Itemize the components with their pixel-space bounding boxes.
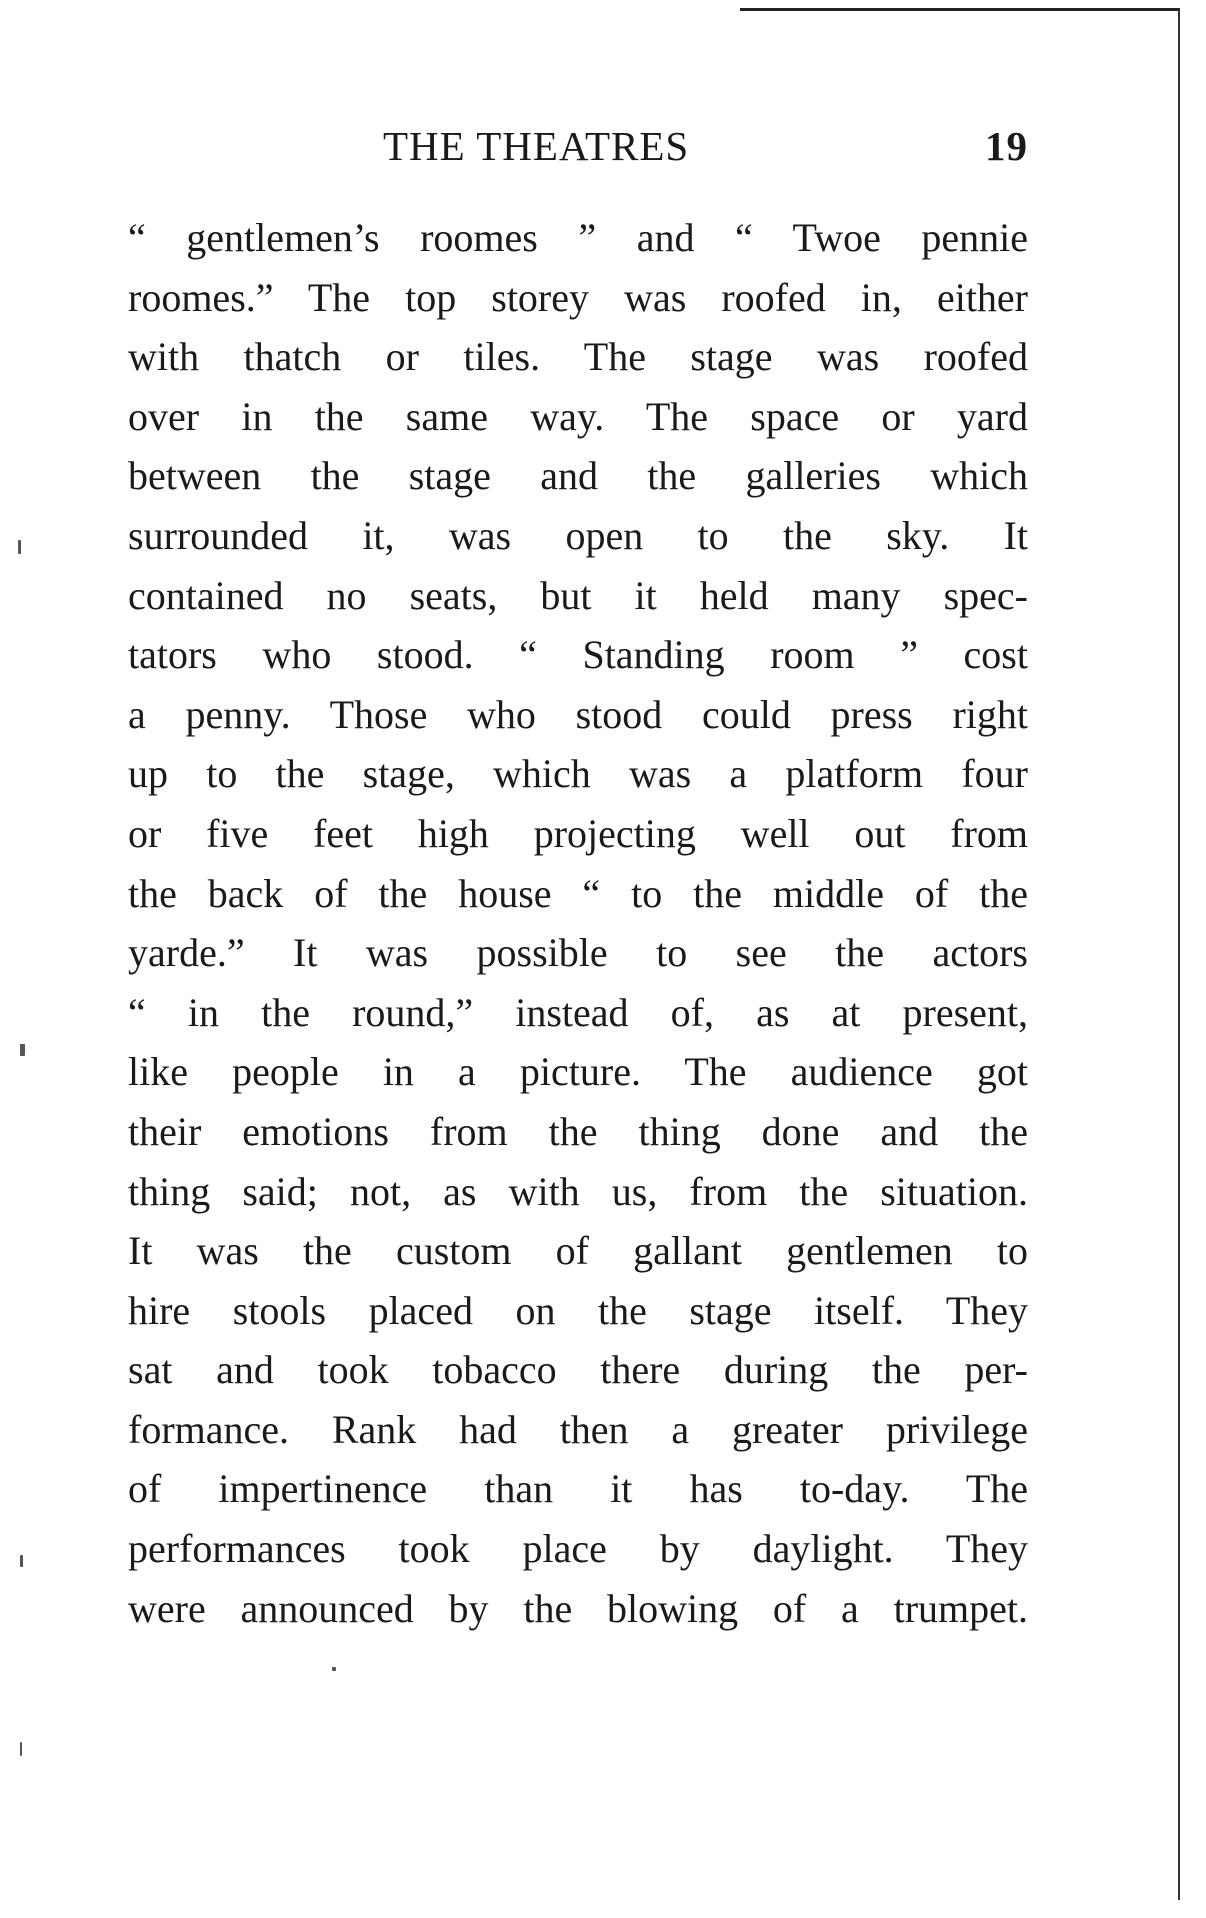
text-line: “ gentlemen’s roomes ” and “ Twoe pennie — [128, 215, 1028, 260]
text-line: yarde.” It was possible to see the actors — [128, 930, 1028, 976]
text-line: over in the same way. The space or yard — [128, 393, 1028, 439]
scan-speck — [20, 1044, 25, 1056]
text-line: hire stools placed on the stage itself. They — [128, 1287, 1028, 1333]
scan-edge-top — [740, 8, 1180, 11]
scan-speck — [18, 540, 21, 554]
text-line: like people in a picture. The audience got — [128, 1049, 1028, 1095]
text-line: the back of the house “ to the middle of the — [128, 870, 1028, 916]
text-line: thing said; not, as with us, from the situation. — [128, 1168, 1028, 1214]
scan-speck — [20, 1555, 23, 1567]
text-line: It was the custom of gallant gentlemen to — [128, 1228, 1028, 1274]
text-line: “ in the round,” instead of, as at present, — [128, 989, 1028, 1035]
text-line: up to the stage, which was a platform four — [128, 751, 1028, 797]
text-line: or five feet high projecting well out from — [128, 810, 1028, 856]
text-line: tators who stood. “ Standing room ” cost — [128, 632, 1028, 678]
scan-speck — [20, 1742, 22, 1756]
scan-speck — [332, 1667, 336, 1671]
running-header — [128, 122, 1028, 172]
text-line: between the stage and the galleries which — [128, 453, 1028, 499]
text-line: their emotions from the thing done and the — [128, 1108, 1028, 1154]
text-line: of impertinence than it has to-day. The — [128, 1466, 1028, 1512]
scan-edge-right — [1178, 10, 1180, 1900]
page-number: 19 — [985, 123, 1028, 169]
body-text — [128, 208, 1028, 1638]
text-line: surrounded it, was open to the sky. It — [128, 512, 1028, 558]
text-line: with thatch or tiles. The stage was roofed — [128, 334, 1028, 380]
text-line: contained no seats, but it held many spec- — [128, 572, 1028, 618]
text-line: were announced by the blowing of a trumpet. — [128, 1585, 1028, 1631]
running-title: THE THEATRES — [383, 123, 690, 169]
text-line: roomes.” The top storey was roofed in, either — [128, 274, 1028, 320]
text-line: performances took place by daylight. They — [128, 1526, 1028, 1572]
text-line: formance. Rank had then a greater privilege — [128, 1406, 1028, 1452]
text-line: a penny. Those who stood could press right — [128, 691, 1028, 737]
text-line: sat and took tobacco there during the per- — [128, 1347, 1028, 1393]
